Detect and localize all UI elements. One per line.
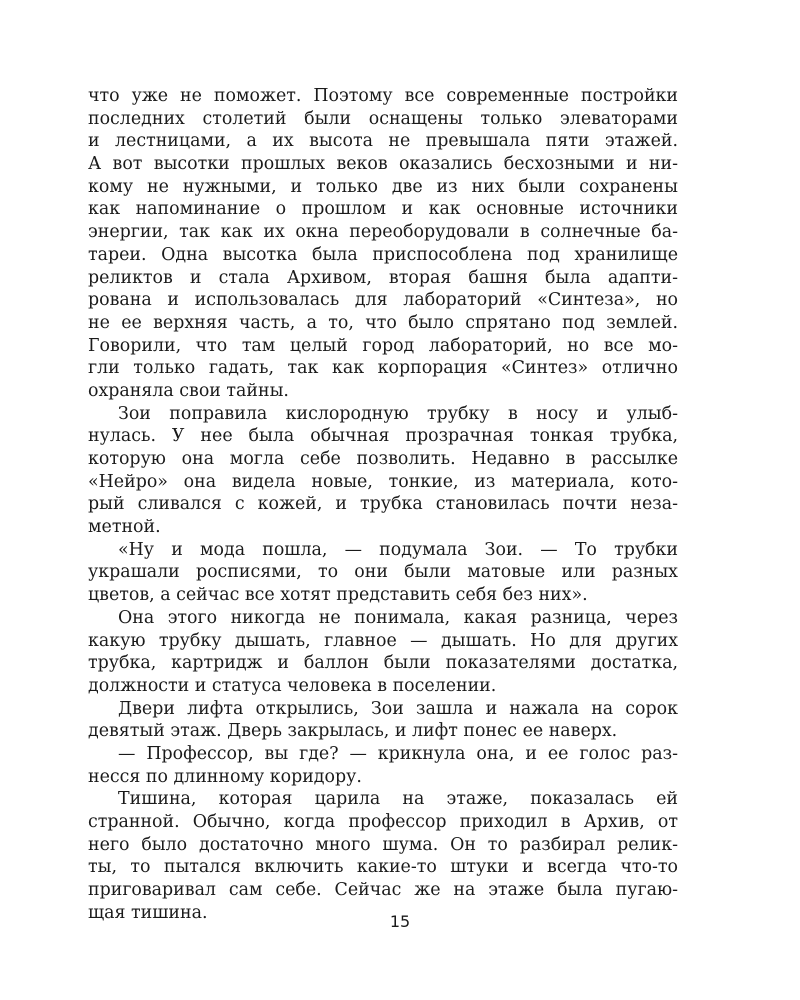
text-line: девятый этаж. Дверь закрылась, и лифт понес ее наверх.	[88, 721, 618, 742]
page-number: 15	[389, 912, 411, 931]
text-line: реликтов и стала Архивом, вторая башня была адапти-	[88, 267, 678, 288]
text-line: Она этого никогда не понимала, какая разница, через	[118, 607, 678, 628]
text-line: энергии, так как их окна переоборудовали в солнечные ба-	[88, 222, 678, 243]
text-line: что уже не поможет. Поэтому все современные постройки	[88, 86, 678, 106]
text-line: приговаривал сам себе. Сейчас же на этаже была пугаю-	[88, 880, 678, 901]
text-line: трубка, картридж и баллон были показателями достатка,	[88, 653, 678, 674]
text-line: какую трубку дышать, главное — дышать. Но для других	[88, 630, 678, 651]
text-line: рована и использовалась для лабораторий «Синтеза», но	[88, 290, 678, 311]
text-line: щая тишина.	[88, 902, 208, 923]
text-line: должности и статуса человека в поселении.	[88, 675, 497, 696]
text-line: него было достаточно много шума. Он то разбирал релик-	[88, 834, 678, 855]
text-line: А вот высотки прошлых веков оказались бесхозными и ни-	[88, 154, 678, 175]
text-line: которую она могла себе позволить. Недавно в рассылке	[88, 449, 678, 469]
text-line: последних столетий были оснащены только элеваторами	[88, 108, 678, 129]
text-line: как напоминание о прошлом и как основные источники	[88, 199, 678, 220]
text-line: и лестницами, а их высота не превышала пяти этажей.	[88, 131, 678, 152]
text-line: Зои поправила кислородную трубку в носу и улыб-	[118, 403, 678, 424]
text-line: несся по длинному коридору.	[88, 766, 362, 787]
text-line: странной. Обычно, когда профессор приходил в Архив, от	[88, 812, 678, 832]
text-line: украшали росписями, то они были матовые или разных	[88, 562, 678, 583]
text-line: Тишина, которая царила на этаже, показалась ей	[118, 789, 678, 810]
text-line: гли только гадать, так как корпорация «Синтез» отлично	[88, 358, 678, 379]
text-line: метной.	[88, 517, 161, 538]
text-line: — Профессор, вы где? — крикнула она, и ее голос раз-	[118, 743, 678, 764]
text-line: цветов, а сейчас все хотят представить себя без них».	[88, 585, 588, 606]
text-line: Двери лифта открылись, Зои зашла и нажала на сорок	[118, 698, 678, 719]
text-line: не ее верхняя часть, а то, что было спрятано под землей.	[88, 312, 678, 333]
text-line: «Ну и мода пошла, — подумала Зои. — То трубки	[118, 539, 678, 560]
text-line: охраняла свои тайны.	[88, 380, 289, 401]
text-line: Говорили, что там целый город лабораторий, но все мо-	[88, 335, 678, 356]
text-line: «Нейро» она видела новые, тонкие, из материала, кото-	[88, 471, 678, 492]
text-line: кому не нужными, и только две из них были сохранены	[88, 176, 678, 197]
text-line: нулась. У нее была обычная прозрачная тонкая трубка,	[88, 426, 678, 447]
body-text	[88, 85, 678, 924]
text-line: ты, то пытался включить какие-то штуки и всегда что-то	[88, 857, 678, 878]
text-line: тареи. Одна высотка была приспособлена под хранилище	[88, 244, 678, 265]
text-line: рый сливался с кожей, и трубка становилась почти неза-	[88, 494, 678, 515]
